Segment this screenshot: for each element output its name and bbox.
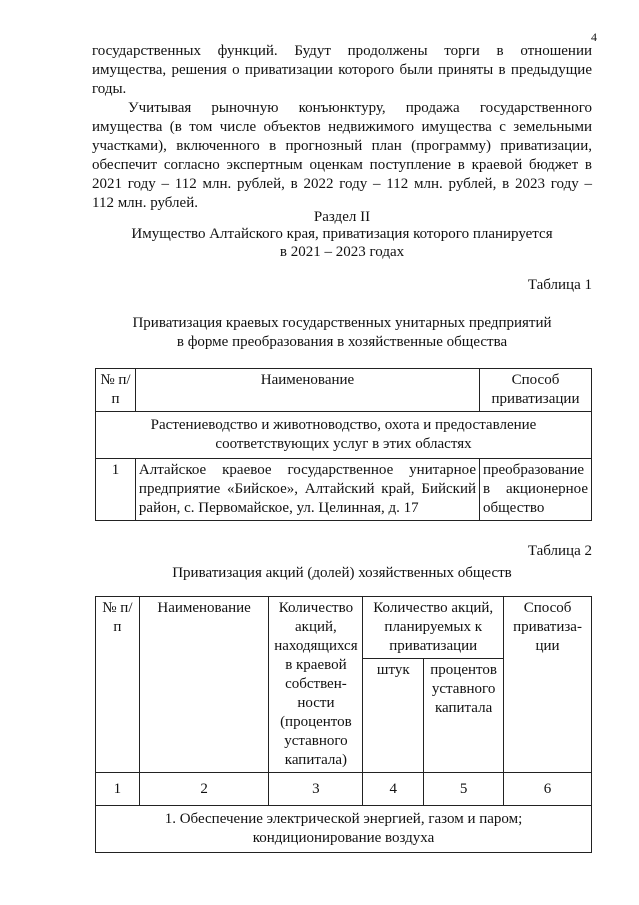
table1-header-num: № п/п	[96, 369, 136, 412]
table1-header-row	[96, 369, 592, 412]
table2-label: Таблица 2	[527, 543, 592, 559]
intro-line: годы.	[92, 81, 127, 97]
table2-title: Приватизация акций (долей) хозяйственных обществ	[172, 565, 512, 581]
table2-header-method: Способ приватиза-ции	[504, 597, 592, 773]
table1-group-row	[96, 412, 592, 459]
intro-paragraph	[92, 42, 592, 99]
table2-group-cell: 1. Обеспечение электрической энергией, газом и паром; кондиционирование воздуха	[96, 806, 592, 853]
table2-colnum: 2	[139, 773, 269, 806]
table2-column-numbers-row	[96, 773, 592, 806]
table1-row-name: Алтайское краевое государственное унитарное предприятие «Бийское», Алтайский край, Бийский район, с. Первомайское, ул. Целинная, д. 17	[135, 459, 479, 521]
page-number: 4	[591, 30, 597, 44]
forecast-line: Учитывая рыночную конъюнктуру, продажа государственного	[128, 100, 592, 116]
table1-row-method: преобразование в акционерное общество	[480, 459, 592, 521]
table2-header-shares-owned: Количество акций, находящихся в краевой собствен-ности (процентов уставного капитала)	[269, 597, 363, 773]
table2-header-row	[96, 597, 592, 659]
table2-colnum: 4	[363, 773, 424, 806]
forecast-line: имущества (в том числе объектов недвижимого имущества с земельными	[92, 119, 592, 135]
intro-line: имущества, решения о приватизации которого были приняты в предыдущие	[92, 62, 592, 78]
table1-label: Таблица 1	[527, 277, 592, 293]
table2-header-pieces: штук	[363, 659, 424, 773]
table2-colnum: 1	[96, 773, 140, 806]
table2-colnum: 5	[424, 773, 504, 806]
table2-colnum: 3	[269, 773, 363, 806]
table1-header-name: Наименование	[135, 369, 479, 412]
section-label: Раздел II	[313, 209, 371, 225]
table2-group-row	[96, 806, 592, 853]
forecast-line: обеспечит согласно экспертным оценкам поступление в краевой бюджет в	[92, 157, 592, 173]
table1-title-line1: Приватизация краевых государственных унитарных предприятий	[132, 315, 552, 331]
table1-group-cell: Растениеводство и животноводство, охота и предоставление соответствующих услуг в этих областях	[96, 412, 592, 459]
table-row	[96, 459, 592, 521]
forecast-line: 2021 году – 112 млн. рублей, в 2022 году – 112 млн. рублей, в 2023 году –	[92, 176, 592, 192]
table1-row-num: 1	[96, 459, 136, 521]
table2-colnum: 6	[504, 773, 592, 806]
forecast-line: 112 млн. рублей.	[92, 195, 198, 211]
section-title-line2: в 2021 – 2023 годах	[279, 244, 405, 260]
table1-header-method: Способ приватизации	[480, 369, 592, 412]
section-title-line1: Имущество Алтайского края, приватизация которого планируется	[131, 226, 553, 242]
forecast-paragraph	[92, 99, 592, 213]
table2-header-percent: процентов уставного капитала	[424, 659, 504, 773]
table2-header-name: Наименование	[139, 597, 269, 773]
table2-header-planned-group: Количество акций, планируемых к приватизации	[363, 597, 504, 659]
table2	[95, 596, 592, 853]
forecast-line: участками), включенного в прогнозный план (программу) приватизации,	[92, 138, 592, 154]
table2-header-num: № п/п	[96, 597, 140, 773]
intro-line: государственных функций. Будут продолжены торги в отношении	[92, 43, 592, 59]
table1	[95, 368, 592, 521]
table1-title-line2: в форме преобразования в хозяйственные общества	[176, 334, 508, 350]
